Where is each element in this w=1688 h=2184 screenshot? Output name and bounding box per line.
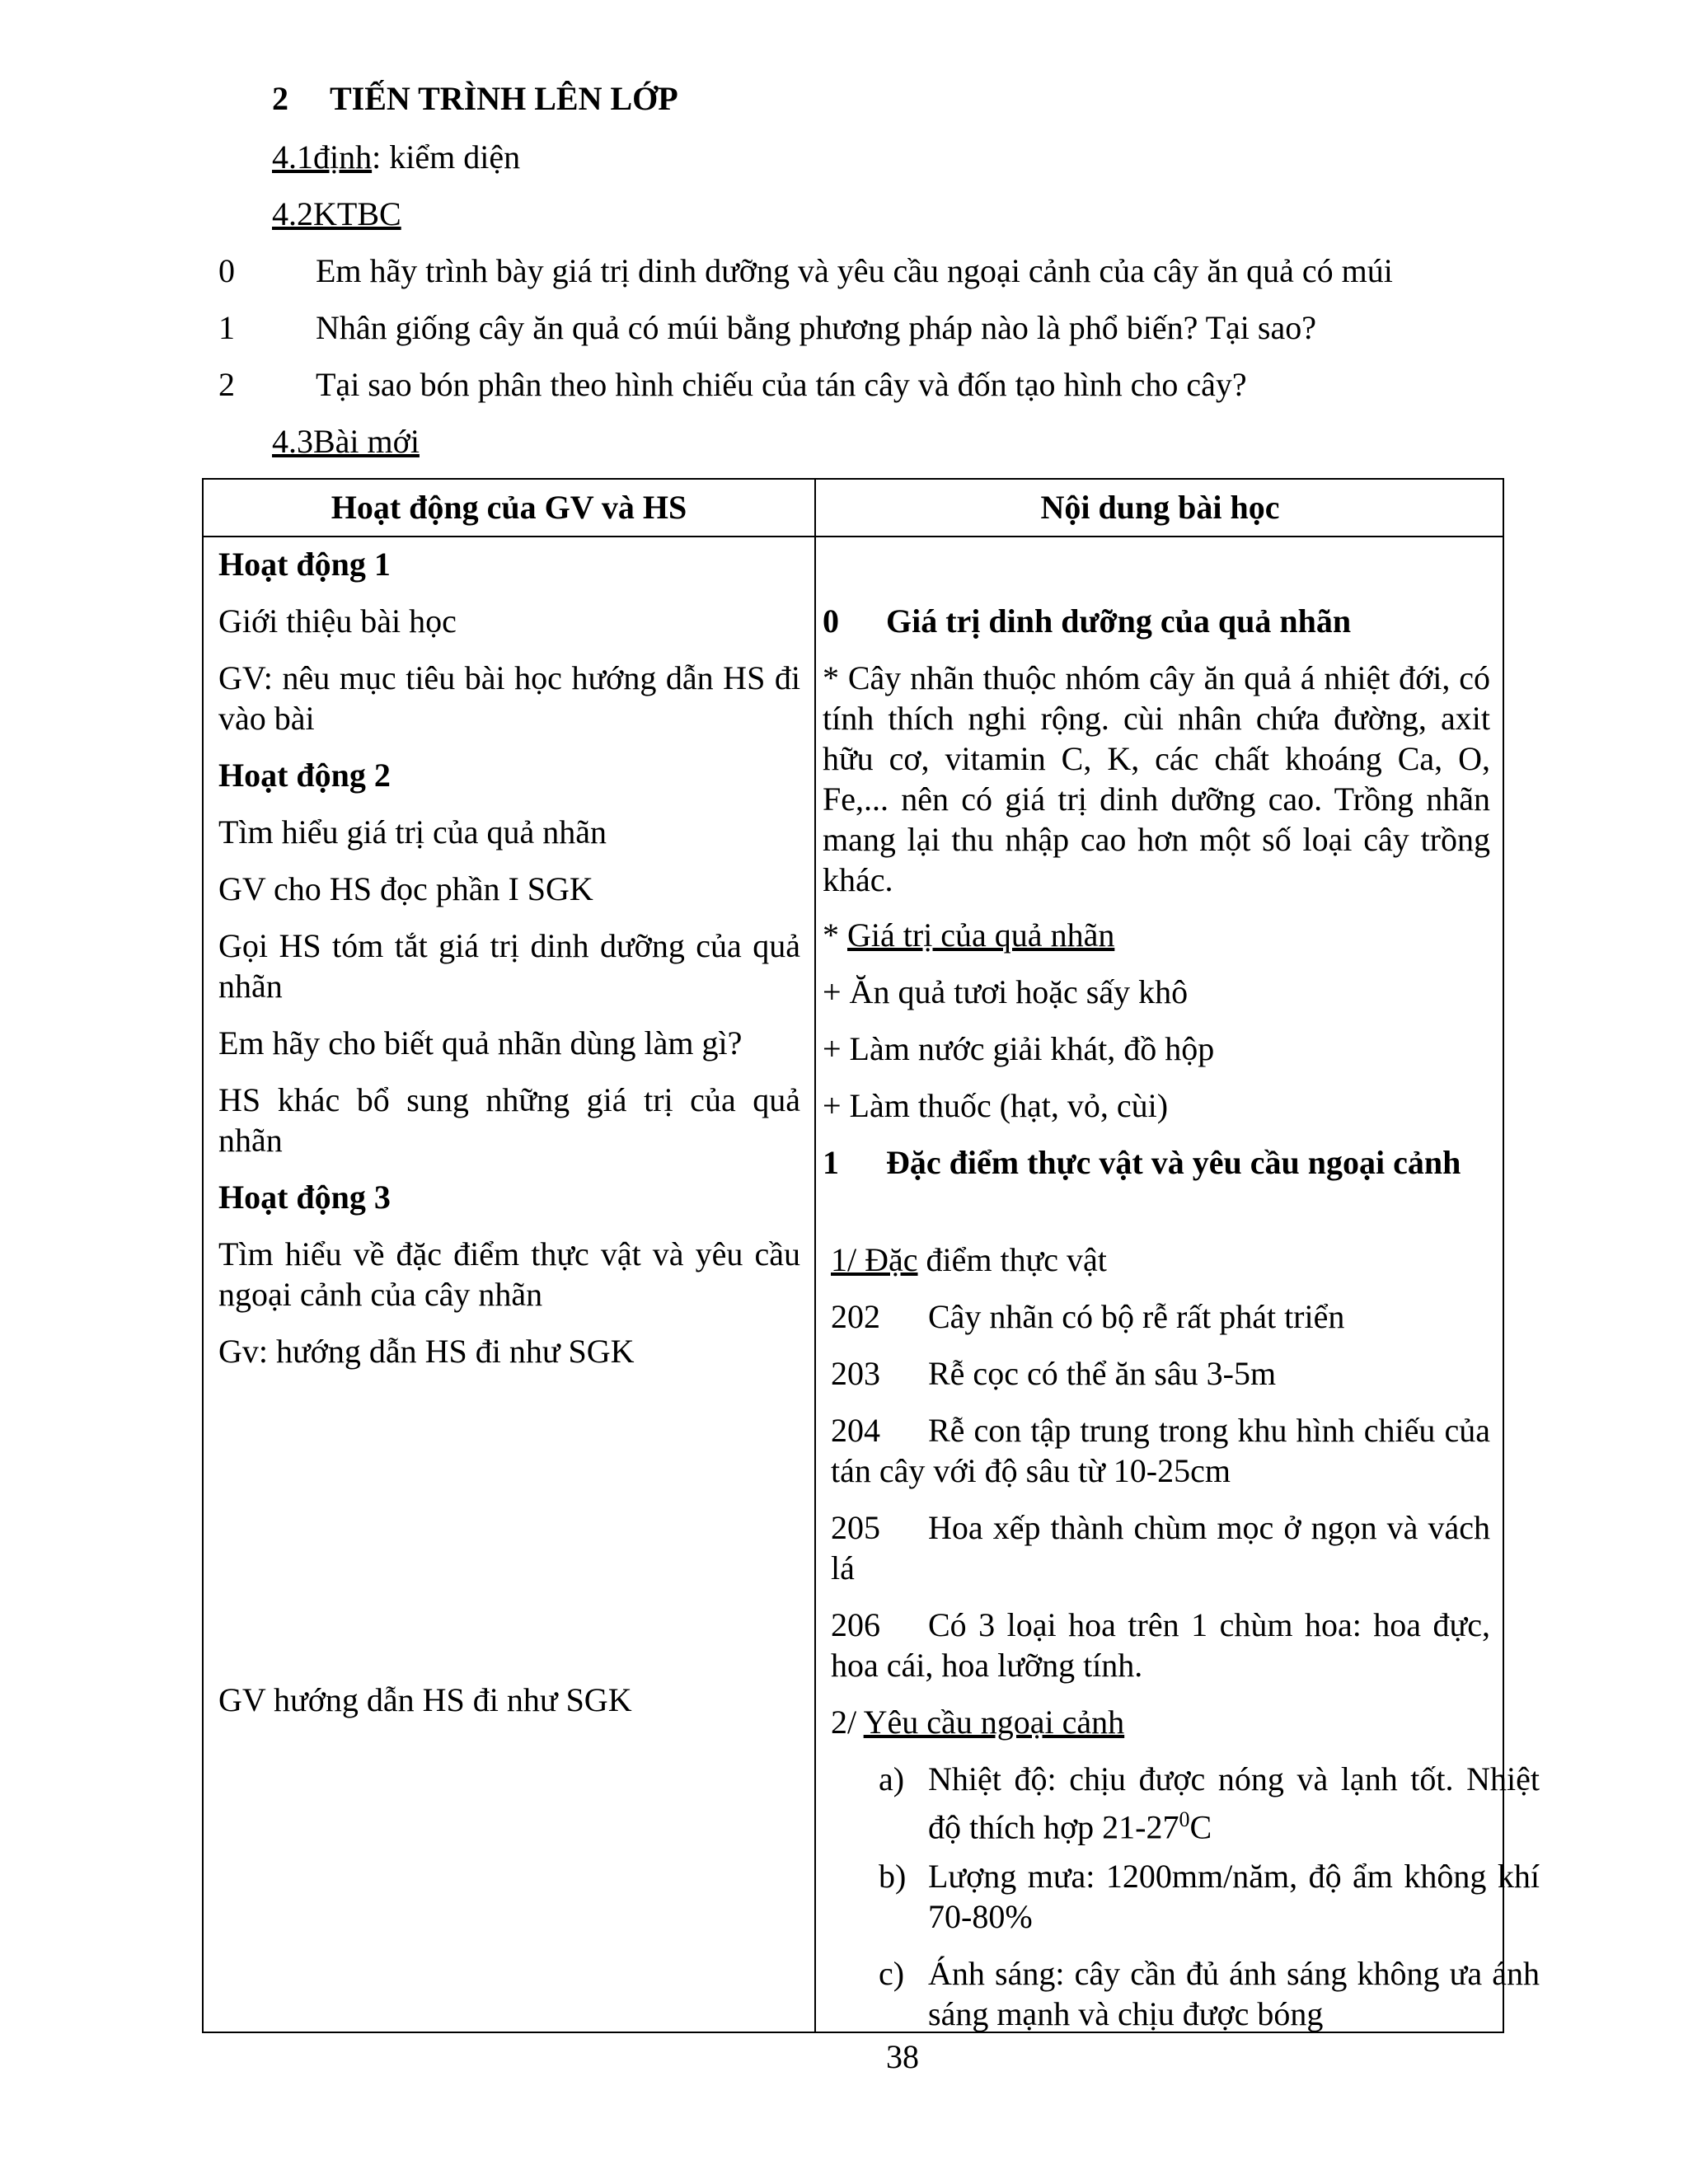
col-header-content: Nội dung bài học <box>1040 489 1280 526</box>
review-question <box>218 251 1393 290</box>
header-divider <box>204 536 1503 537</box>
find-value-text: Tìm hiểu giá trị của quả nhãn <box>218 813 607 851</box>
review-question-number: 2 <box>218 366 235 403</box>
lesson-table <box>202 478 1540 2033</box>
gv-guide-text: GV hướng dẫn HS đi như SGK <box>218 1681 632 1718</box>
summary-text: Gọi HS tóm tắt giá trị dinh dưỡng của quả nhãn <box>218 927 800 1005</box>
gv-guide-text: Gv: hướng dẫn HS đi như SGK <box>218 1333 635 1370</box>
trait-number: 206 <box>831 1606 880 1643</box>
trait-number: 204 <box>831 1412 880 1449</box>
subsection-4-3: 4.3Bài mới <box>272 423 420 460</box>
plant-traits-text: điểm thực vật <box>917 1241 1107 1278</box>
section-0-number: 0 <box>823 602 839 640</box>
fruit-value-heading <box>823 915 1490 955</box>
condition-item <box>879 1953 1540 2034</box>
external-conditions-heading <box>831 1702 1124 1742</box>
trait-text: Có 3 loại hoa trên 1 chùm hoa: hoa đực, hoa cái, hoa lưỡng tính. <box>831 1606 1490 1684</box>
column-divider <box>814 480 816 2032</box>
condition-label: c) <box>879 1955 905 1992</box>
trait-item <box>831 1353 1490 1394</box>
trait-number: 205 <box>831 1509 880 1546</box>
subsection-4-2: 4.2KTBC <box>272 195 401 232</box>
section-heading-number: 2 <box>272 80 288 117</box>
gv-read-text: GV cho HS đọc phần I SGK <box>218 870 593 907</box>
degree-superscript: 0 <box>1179 1807 1190 1831</box>
review-question-text: Nhân giống cây ăn quả có múi bằng phương pháp nào là phổ biến? Tại sao? <box>316 309 1316 346</box>
trait-item <box>831 1296 1490 1337</box>
condition-text: Ánh sáng: cây cần đủ ánh sáng không ưa ánh sáng mạnh và chịu được bóng <box>928 1955 1540 2032</box>
trait-text: Rễ con tập trung trong khu hình chiếu của tán cây với độ sâu từ 10-25cm <box>831 1412 1490 1489</box>
trait-text: Cây nhãn có bộ rễ rất phát triển <box>928 1298 1345 1335</box>
trait-text: Rễ cọc có thể ăn sâu 3-5m <box>928 1355 1277 1392</box>
trait-item <box>831 1605 1490 1685</box>
plant-traits-heading <box>831 1240 1498 1280</box>
section-0-text: Giá trị dinh dưỡng của quả nhãn <box>886 602 1352 640</box>
section-1-title <box>823 1142 1490 1183</box>
trait-number: 203 <box>831 1355 880 1392</box>
trait-item <box>831 1507 1490 1588</box>
subsection-4-1 <box>272 138 520 176</box>
review-question-text: Tại sao bón phân theo hình chiếu của tán cây và đốn tạo hình cho cây? <box>316 366 1247 403</box>
section-0-title <box>823 601 1490 641</box>
review-question <box>218 308 1316 347</box>
condition-label: b) <box>879 1858 907 1895</box>
condition-label: a) <box>879 1760 905 1797</box>
nutrition-paragraph: * Cây nhãn thuộc nhóm cây ăn quả á nhiệt đới, có tính thích nghi rộng. cùi nhân chứa đường, axit hữu cơ, vitamin C, K, các chất khoáng Ca, O, Fe,... nên có giá trị dinh dưỡng cao. Trồng nhãn mang lại thu nhập cao hơn một số loại cây trồng khác. <box>823 659 1490 898</box>
trait-text: Hoa xếp thành chùm mọc ở ngọn và vách lá <box>831 1509 1490 1586</box>
intro-text: Giới thiệu bài học <box>218 602 457 640</box>
plant-traits-label: 1/ Đặc <box>831 1241 918 1278</box>
condition-item <box>879 1856 1540 1937</box>
find-traits-text: Tìm hiểu về đặc điểm thực vật và yêu cầu ngoại cảnh của cây nhãn <box>218 1235 800 1313</box>
section-heading <box>272 79 678 118</box>
trait-number: 202 <box>831 1298 880 1335</box>
other-students-text: HS khác bổ sung những giá trị của quả nhãn <box>218 1081 800 1159</box>
section-1-number: 1 <box>823 1144 839 1181</box>
condition-item <box>879 1759 1540 1847</box>
trait-item <box>831 1410 1490 1491</box>
condition-text: Lượng mưa: 1200mm/năm, độ ẩm không khí 70-80% <box>928 1858 1540 1935</box>
use-item: + Làm thuốc (hạt, vỏ, cùi) <box>823 1087 1169 1124</box>
review-question-text: Em hãy trình bày giá trị dinh dưỡng và yêu cầu ngoại cảnh của cây ăn quả có múi <box>316 252 1393 289</box>
fruit-value-title: Giá trị của quả nhãn <box>847 916 1115 954</box>
review-question-number: 0 <box>218 252 235 289</box>
activity-3-title: Hoạt động 3 <box>218 1179 391 1216</box>
external-conditions-title: Yêu cầu ngoại cảnh <box>863 1704 1125 1741</box>
use-item: + Làm nước giải khát, đồ hộp <box>823 1030 1215 1067</box>
subsection-4-1-label: 4.1định <box>272 138 373 176</box>
section-heading-title: TIẾN TRÌNH LÊN LỚP <box>330 80 678 117</box>
section-1-text: Đặc điểm thực vật và yêu cầu ngoại cảnh <box>886 1144 1461 1181</box>
fruit-value-star: * <box>823 916 847 954</box>
review-question <box>218 365 1247 404</box>
ask-text: Em hãy cho biết quả nhãn dùng làm gì? <box>218 1024 743 1062</box>
activity-1-title: Hoạt động 1 <box>218 546 391 583</box>
external-conditions-prefix: 2/ <box>831 1704 864 1741</box>
activity-2-title: Hoạt động 2 <box>218 757 391 794</box>
subsection-4-1-text: : kiểm diện <box>372 138 521 176</box>
page-number: 38 <box>886 2038 919 2075</box>
review-question-number: 1 <box>218 309 235 346</box>
use-item: + Ăn quả tươi hoặc sấy khô <box>823 973 1189 1010</box>
condition-text: Nhiệt độ: chịu được nóng và lạnh tốt. Nhiệt độ thích hợp 21-27 <box>928 1760 1540 1846</box>
gv-objectives-text: GV: nêu mục tiêu bài học hướng dẫn HS đi vào bài <box>218 659 800 737</box>
condition-unit: C <box>1189 1808 1212 1846</box>
col-header-activities: Hoạt động của GV và HS <box>331 489 687 526</box>
